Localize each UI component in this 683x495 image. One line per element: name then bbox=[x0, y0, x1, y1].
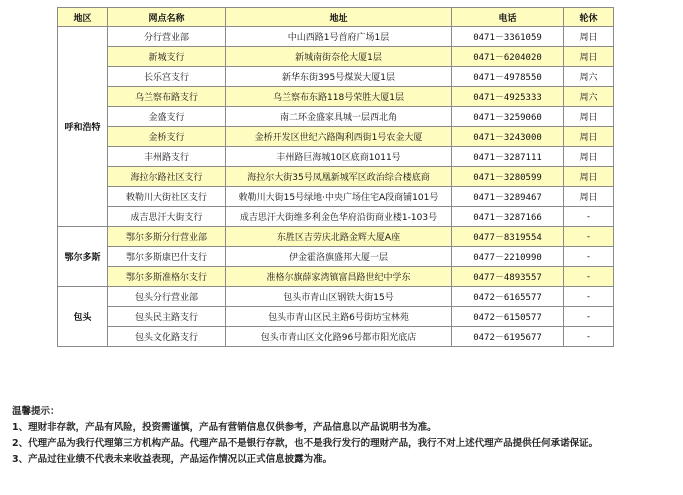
branch-cell: 鄂尔多斯康巴什支行 bbox=[108, 247, 226, 267]
phone-cell: 0471－3243000 bbox=[452, 127, 564, 147]
rest-cell: 周六 bbox=[564, 87, 614, 107]
phone-cell: 0471－4925333 bbox=[452, 87, 564, 107]
address-cell: 伊金霍洛旗盛邦大厦一层 bbox=[226, 247, 452, 267]
phone-cell: 0477－8319554 bbox=[452, 227, 564, 247]
phone-cell: 0471－6204020 bbox=[452, 47, 564, 67]
address-cell: 乌兰察布东路118号荣胜大厦1层 bbox=[226, 87, 452, 107]
address-cell: 东胜区吉劳庆北路金辉大厦A座 bbox=[226, 227, 452, 247]
phone-cell: 0477－4893557 bbox=[452, 267, 564, 287]
region-cell: 包头 bbox=[58, 287, 108, 347]
rest-cell: 周日 bbox=[564, 127, 614, 147]
rest-cell: 周日 bbox=[564, 147, 614, 167]
branch-table-container bbox=[57, 7, 613, 347]
rest-cell: 周六 bbox=[564, 67, 614, 87]
phone-cell: 0471－3280599 bbox=[452, 167, 564, 187]
table-row bbox=[58, 207, 614, 227]
branch-cell: 丰州路支行 bbox=[108, 147, 226, 167]
rest-cell: 周日 bbox=[564, 187, 614, 207]
table-row bbox=[58, 27, 614, 47]
header-address: 地址 bbox=[226, 8, 452, 27]
phone-cell: 0472－6165577 bbox=[452, 287, 564, 307]
table-row bbox=[58, 47, 614, 67]
region-cell: 鄂尔多斯 bbox=[58, 227, 108, 287]
branch-cell: 包头分行营业部 bbox=[108, 287, 226, 307]
notes-title: 温馨提示： bbox=[12, 406, 60, 417]
table-row bbox=[58, 247, 614, 267]
table-row bbox=[58, 87, 614, 107]
phone-cell: 0471－3289467 bbox=[452, 187, 564, 207]
rest-cell: - bbox=[564, 267, 614, 287]
address-cell: 丰州路巨海城10区底商1011号 bbox=[226, 147, 452, 167]
branch-cell: 敕勒川大街社区支行 bbox=[108, 187, 226, 207]
branch-cell: 包头文化路支行 bbox=[108, 327, 226, 347]
table-row bbox=[58, 187, 614, 207]
address-cell: 成吉思汗大街维多利金色华府沿街商业楼1-103号 bbox=[226, 207, 452, 227]
table-row bbox=[58, 127, 614, 147]
phone-cell: 0472－6195677 bbox=[452, 327, 564, 347]
branch-cell: 分行营业部 bbox=[108, 27, 226, 47]
phone-cell: 0471－3259060 bbox=[452, 107, 564, 127]
rest-cell: - bbox=[564, 287, 614, 307]
branch-table bbox=[57, 7, 614, 347]
address-cell: 新城南街奈伦大厦1层 bbox=[226, 47, 452, 67]
address-cell: 中山西路1号首府广场1层 bbox=[226, 27, 452, 47]
phone-cell: 0477－2210990 bbox=[452, 247, 564, 267]
address-cell: 包头市青山区民主路6号街坊宝林苑 bbox=[226, 307, 452, 327]
header-branch: 网点名称 bbox=[108, 8, 226, 27]
branch-cell: 金桥支行 bbox=[108, 127, 226, 147]
address-cell: 准格尔旗薛家湾镇富昌路世纪中学东 bbox=[226, 267, 452, 287]
table-row bbox=[58, 287, 614, 307]
phone-cell: 0471－3361059 bbox=[452, 27, 564, 47]
table-row bbox=[58, 107, 614, 127]
phone-cell: 0471－3287111 bbox=[452, 147, 564, 167]
rest-cell: 周日 bbox=[564, 47, 614, 67]
table-row bbox=[58, 147, 614, 167]
rest-cell: 周日 bbox=[564, 167, 614, 187]
table-row bbox=[58, 167, 614, 187]
table-row bbox=[58, 67, 614, 87]
region-cell: 呼和浩特 bbox=[58, 27, 108, 227]
rest-cell: 周日 bbox=[564, 107, 614, 127]
branch-cell: 鄂尔多斯分行营业部 bbox=[108, 227, 226, 247]
header-rest: 轮休 bbox=[564, 8, 614, 27]
header-region: 地区 bbox=[58, 8, 108, 27]
address-cell: 新华东街395号煤炭大厦1层 bbox=[226, 67, 452, 87]
phone-cell: 0471－4978550 bbox=[452, 67, 564, 87]
table-row bbox=[58, 227, 614, 247]
rest-cell: 周日 bbox=[564, 27, 614, 47]
note-item: 1、理财非存款，产品有风险，投资需谨慎，产品有营销信息仅供参考，产品信息以产品说明书为准。 bbox=[12, 422, 437, 433]
branch-cell: 海拉尔路社区支行 bbox=[108, 167, 226, 187]
table-row bbox=[58, 307, 614, 327]
address-cell: 南二环金盛家具城一层西北角 bbox=[226, 107, 452, 127]
note-item: 2、代理产品为我行代理第三方机构产品。代理产品不是银行存款，也不是我行发行的理财产品，我行不对上述代理产品提供任何承诺保证。 bbox=[12, 438, 599, 449]
table-header-row bbox=[58, 8, 614, 27]
branch-cell: 金盛支行 bbox=[108, 107, 226, 127]
branch-cell: 新城支行 bbox=[108, 47, 226, 67]
table-row bbox=[58, 327, 614, 347]
header-phone: 电话 bbox=[452, 8, 564, 27]
branch-cell: 乌兰察布路支行 bbox=[108, 87, 226, 107]
phone-cell: 0471－3287166 bbox=[452, 207, 564, 227]
notes-section bbox=[12, 404, 677, 468]
branch-cell: 包头民主路支行 bbox=[108, 307, 226, 327]
rest-cell: - bbox=[564, 307, 614, 327]
address-cell: 敕勒川大街15号绿地·中央广场住宅A段商铺101号 bbox=[226, 187, 452, 207]
table-row bbox=[58, 267, 614, 287]
branch-cell: 长乐宫支行 bbox=[108, 67, 226, 87]
address-cell: 包头市青山区文化路96号都市阳光底店 bbox=[226, 327, 452, 347]
address-cell: 金桥开发区世纪六路陶利西街1号农金大厦 bbox=[226, 127, 452, 147]
address-cell: 包头市青山区钢铁大街15号 bbox=[226, 287, 452, 307]
note-item: 3、产品过往业绩不代表未来收益表现，产品运作情况以正式信息披露为准。 bbox=[12, 454, 333, 465]
phone-cell: 0472－6150577 bbox=[452, 307, 564, 327]
branch-cell: 鄂尔多斯准格尔支行 bbox=[108, 267, 226, 287]
rest-cell: - bbox=[564, 207, 614, 227]
rest-cell: - bbox=[564, 327, 614, 347]
rest-cell: - bbox=[564, 227, 614, 247]
branch-cell: 成吉思汗大街支行 bbox=[108, 207, 226, 227]
address-cell: 海拉尔大街35号凤凰新城军区政治综合楼底商 bbox=[226, 167, 452, 187]
rest-cell: - bbox=[564, 247, 614, 267]
